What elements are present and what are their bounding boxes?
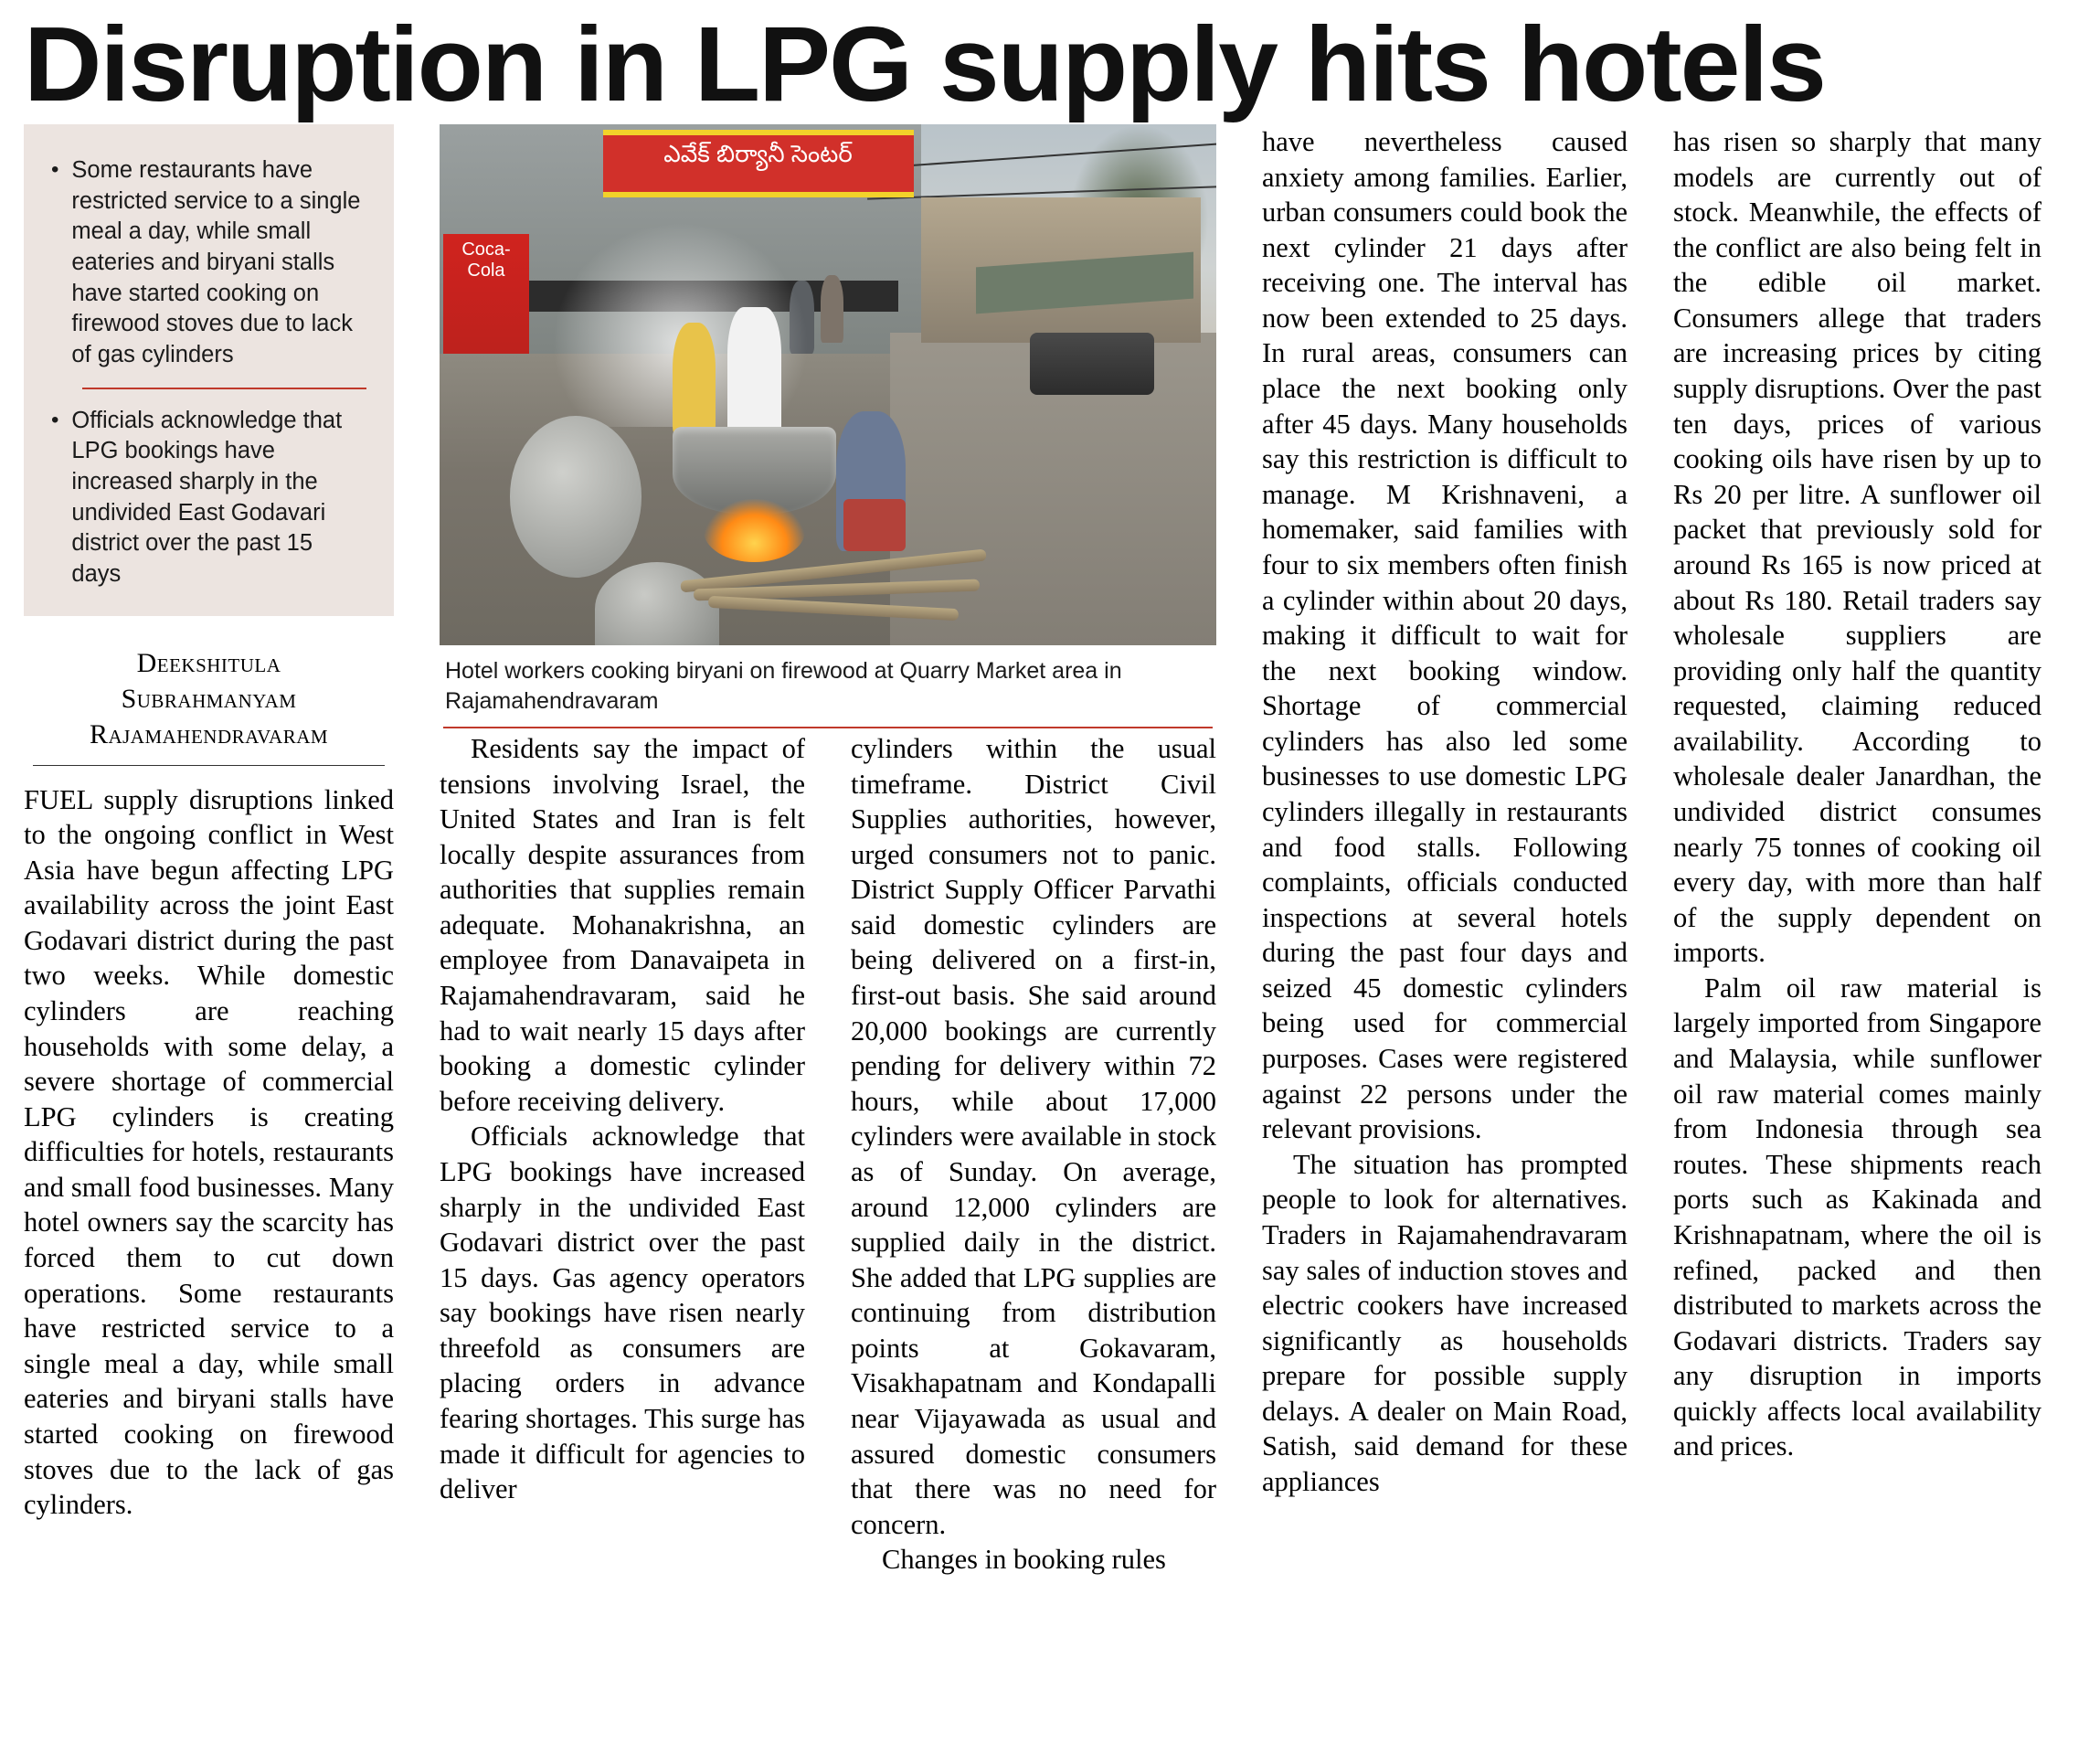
column-four — [1262, 124, 1628, 1500]
column-one — [24, 124, 394, 1523]
photo-bystander — [821, 275, 844, 343]
bullet-dot-icon: • — [51, 157, 59, 182]
paragraph: The situation has prompted people to look for alternatives. Traders in Rajamahendravaram say sales of induction stoves and electric cookers have increased significantly as households prepare for possible supply delays. A dealer on Main Road, Satish, said demand for these appliances — [1262, 1148, 1628, 1497]
divider — [82, 388, 366, 389]
column-five — [1673, 124, 2041, 1464]
body-text-column-five — [1673, 124, 2041, 1464]
byline-author-last: Subrahmanyam — [121, 683, 297, 714]
body-text-column-one — [24, 782, 394, 1523]
photo-hotel-workers-cooking — [440, 124, 1216, 645]
key-points-box — [24, 124, 394, 616]
photo-motorbike — [1030, 333, 1154, 395]
paragraph: Residents say the impact of tensions involving Israel, the United States and Iran is felt locally despite assurances from authorities that supplies remain adequate. Mohanakrishna, an employee from Danavaipeta in Rajamahendravaram, said he had to wait nearly 15 days after booking a domestic cylinder before receiving delivery. — [440, 733, 805, 1117]
divider — [443, 727, 1213, 728]
photo-pot-lid-large — [510, 416, 642, 578]
column-two — [440, 731, 805, 1507]
key-point-text: Some restaurants have restricted service to a single meal a day, while small eateries and biryani stalls have started cooking on firewood stoves due to lack of gas cylinders — [71, 157, 361, 367]
paragraph: FUEL supply disruptions linked to the ongoing conflict in West Asia have begun affecting LPG availability across the joint East Godavari district during the past two weeks. While domestic cylinders are reaching households with some delay, a severe shortage of commercial LPG cylinders is creating difficulties for hotels, restaurants and small food businesses. Many hotel owners say the scarcity has forced them to cut down operations. Some restaurants have restricted service to a single meal a day, while small eateries and biryani stalls have started cooking on firewood stoves due to the lack of gas cylinders. — [24, 783, 394, 1521]
body-text-column-two — [440, 731, 805, 1507]
paragraph: Changes in booking rules — [882, 1544, 1166, 1576]
paragraph: Palm oil raw material is largely imported from Singapore and Malaysia, while sunflower oil raw material comes mainly from Indonesia through sea routes. These shipments reach ports such as Kakinada and Krishnapatnam, where the oil is refined, packed and then distributed to markets across the Godavari districts. Traders say any disruption in imports quickly affects local availability and prices. — [1673, 972, 2041, 1462]
column-three — [851, 731, 1216, 1578]
article-photo-block — [440, 124, 1216, 747]
divider — [33, 765, 385, 766]
photo-firewood-logs — [673, 541, 1030, 624]
page-title: Disruption in LPG supply hits hotels — [24, 5, 1825, 123]
photo-log — [708, 596, 959, 621]
paragraph: has risen so sharply that many models are currently out of stock. Meanwhile, the effects of the conflict are also being felt in the edible oil market. Consumers allege that traders are increasing prices by citing supply disruptions. Over the past ten days, prices of various cooking oils have risen by up to Rs 20 per litre. A sunflower oil packet that previously sold for around Rs 165 is now priced at about Rs 180. Retail traders say wholesale suppliers are providing only half the quantity requested, claiming reduced availability. According to wholesale dealer Janardhan, the undivided district consumes nearly 75 tonnes of cooking oil every day, with more than half of the supply dependent on imports. — [1673, 126, 2041, 969]
photo-shop-signboard: ఎవేక్ బిర్యానీ సెంటర్ — [603, 130, 914, 197]
key-point-text: Officials acknowledge that LPG bookings have increased sharply in the undivided East Godavari district over the past 15 days — [71, 407, 343, 587]
paragraph: cylinders within the usual timeframe. District Civil Supplies authorities, however, urged consumers not to panic. District Supply Officer Parvathi said domestic cylinders are being delivered on a first-in, first-out basis. She said around 20,000 bookings are currently pending for delivery within 72 hours, while about 17,000 cylinders were available in stock as of Sunday. On average, around 12,000 cylinders are supplied daily in the district. She added that LPG supplies are continuing from distribution points at Gokavaram, Visakhapatnam and Kondapalli near Vijayawada as usual and assured domestic consumers that there was no need for concern. — [851, 733, 1216, 1540]
byline-place: Rajamahendravaram — [89, 718, 329, 749]
byline — [24, 645, 394, 752]
article-grid — [24, 124, 2065, 1733]
paragraph: have nevertheless caused anxiety among families. Earlier, urban consumers could book the next cylinder 21 days after receiving one. The interval has now been extended to 25 days. In rural areas, consumers can place the next booking only after 45 days. Many households say this restriction is difficult to manage. M Krishnaveni, a homemaker, said families with four to six members often finish a cylinder within about 20 days, making it difficult to wait for the next booking window. Shortage of commercial cylinders has also led some businesses to use domestic LPG cylinders illegally in restaurants and food stalls. Following complaints, officials conducted inspections at several hotels during the past four days and seized 45 domestic cylinders being used for commercial purposes. Cases were registered against 22 persons under the relevant provisions. — [1262, 126, 1628, 1145]
body-text-column-three — [851, 731, 1216, 1578]
photo-worker-yellow — [673, 323, 716, 437]
list-item — [51, 406, 366, 590]
bullet-dot-icon: • — [51, 407, 59, 432]
body-text-column-four — [1262, 124, 1628, 1500]
byline-author-first: Deekshitula — [136, 647, 281, 678]
photo-beverage-board: Coca-Cola — [443, 234, 529, 484]
paragraph: Officials acknowledge that LPG bookings have increased sharply in the undivided East Godavari district over the past 15 days. Gas agency operators say bookings have risen nearly threefold as consumers are placing orders in advance fearing shortages. This surge has made it difficult for agencies to deliver — [440, 1121, 805, 1505]
photo-caption: Hotel workers cooking biryani on firewood at Quarry Market area in Rajamahendravaram — [445, 658, 1122, 714]
list-item — [51, 155, 366, 371]
